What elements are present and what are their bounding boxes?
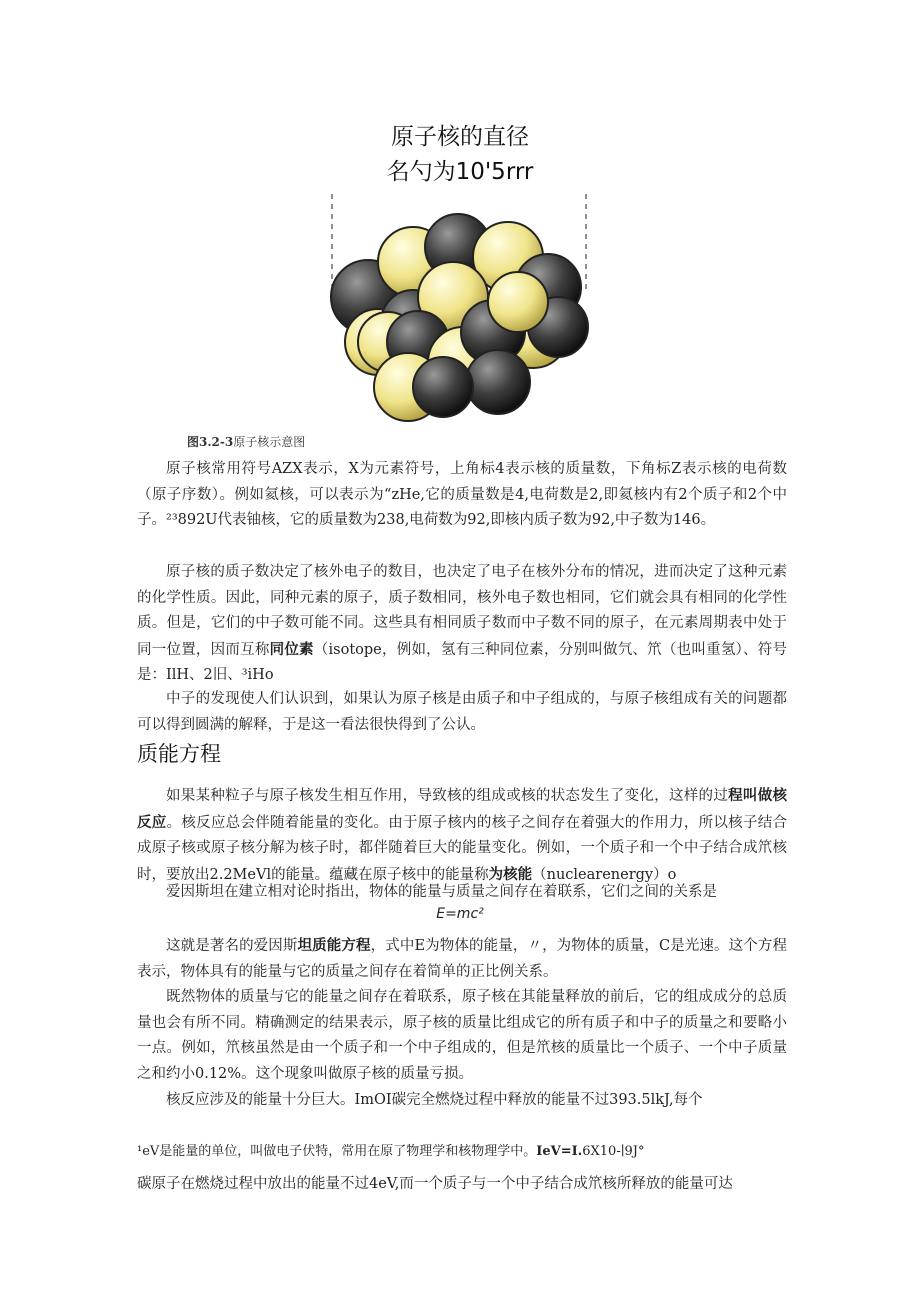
figure-caption	[187, 433, 305, 450]
term-mass-energy-equation: 坦质能方程	[297, 937, 371, 954]
figure-title: 原子核的直径	[391, 124, 529, 150]
continuation-line: 碳原子在燃烧过程中放出的能量不过4eV,而一个质子与一个中子结合成笊核所释放的能量可达	[137, 1176, 733, 1192]
paragraph-neutron-discovery: 中子的发现使人们认识到，如果认为原子核是由质子和中子组成的，与原子核组成有关的问题都可以得到圆满的解释，于是这一看法很快得到了公认。	[137, 691, 787, 733]
paragraph-mass-defect: 既然物体的质量与它的能量之间存在着联系，原子核在其能量释放的前后，它的组成成分的总质量也会有所不同。精确测定的结果表示，原子核的质量比组成它的所有质子和中子的质量之和要略小一点。例如，笊核虽然是由一个质子和一个中子组成的，但是笊核的质量比一个质子、一个中子质量之和约小0.12%。这个现象叫做原子核的质量亏损。	[137, 989, 787, 1082]
footnote: ¹eV是能量的单位，叫做电子伏特，常用在原了物理学和核物理学中。IeV=I.6X10-∣9J°	[137, 1144, 645, 1159]
caption-text: 原子核示意图	[233, 435, 306, 449]
paragraph-energy-scale: 核反应涉及的能量十分巨大。ImOI碳完全燃烧过程中释放的能量不过393.5lkJ,每个	[166, 1092, 703, 1108]
caption-label: 图3.2-3	[187, 435, 234, 449]
figure-subtitle: 名勺为10'5rrr	[386, 159, 534, 185]
paragraph-nuclear-reaction: 如果某种粒子与原子核发生相互作用，导致核的组成或核的状态发生了变化，这样的过程叫做核反应。核反应总会伴随着能量的变化。由于原子核内的核子之间存在着强大的作用力，所以核子结合成原子核或原子核分解为核子时，都伴随着巨大的能量变化。例如，一个质子和一个中子结合成笊核时，要放出2.2MeVl的能量。蕴藏在原子核中的能量称为核能（nuclearenergy）o	[137, 787, 788, 883]
term-isotope: 同位素	[269, 640, 314, 658]
proton	[488, 272, 548, 332]
term-nuclear-reaction: 程叫做核反应	[137, 787, 788, 831]
paragraph-notation: 原子核常用符号AZX表示，X为元素符号，上角标4表示核的质量数，下角标Z表示核的电荷数（原子序数）。例如氦核，可以表示为“zHe,它的质量数是4,电荷数是2,即氦核内有2个质子和2个中子。²³892U代表铀核，它的质量数为238,电荷数为92,即核内质子数为92,中子数为146。	[137, 461, 787, 528]
paragraph-mass-energy: 这就是著名的爱因斯坦质能方程，式中E为物体的能量，〃，为物体的质量，C是光速。这个方程表示，物体具有的能量与它的质量之间存在着简单的正比例关系。	[137, 937, 787, 980]
term-nuclear-energy: 为核能	[488, 865, 533, 883]
neutron	[466, 350, 530, 414]
section-title: 质能方程	[137, 742, 221, 766]
formula: E=mc²	[436, 906, 484, 922]
nucleus-illustration	[318, 192, 608, 427]
paragraph-isotopes: 原子核的质子数决定了核外电子的数目，也决定了电子在核外分布的情况，进而决定了这种元素的化学性质。因此，同种元素的原子，质子数相同，核外电子数也相同，它们就会具有相同的化学性质。但是，它们的中子数可能不同。这些具有相同质子数而中子数不同的原子，在元素周期表中处于同一位置，因而互称同位素（isotope，例如，氢有三种同位素，分别叫做氕、笊（也叫重氢）、符号是：IlH、2旧、³iHo	[137, 564, 788, 683]
paragraph-einstein: 爱因斯坦在建立相对论时指出，物体的能量与质量之间存在着联系，它们之间的关系是	[166, 884, 717, 900]
neutron	[413, 357, 473, 417]
